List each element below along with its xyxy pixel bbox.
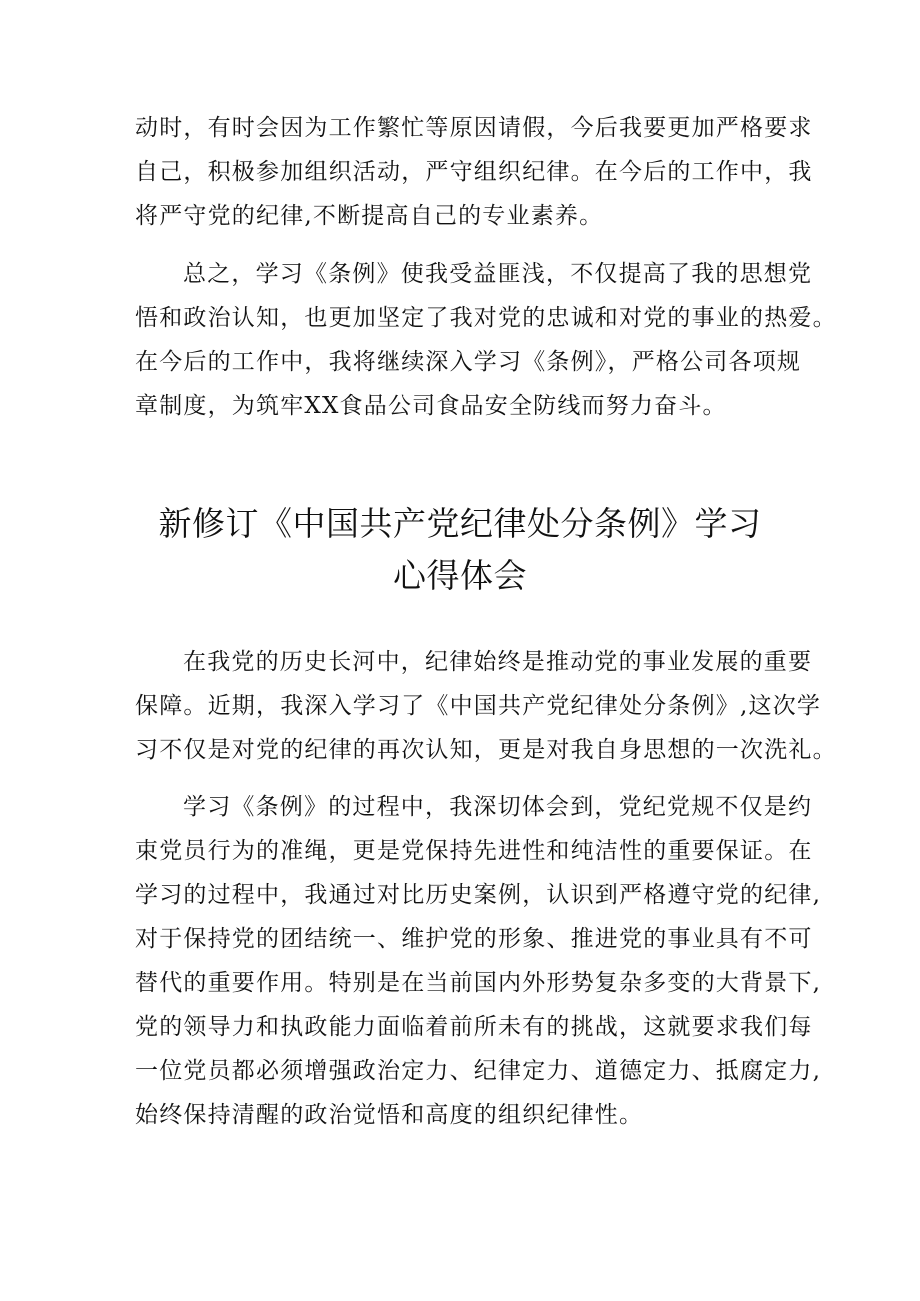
text-line: 悟和政治认知，也更加坚定了我对党的忠诚和对党的事业的热爱。 <box>135 305 837 331</box>
article-paragraph-1 <box>135 640 837 772</box>
text-line: 学习《条例》的过程中，我深切体会到，党纪党规不仅是约 <box>183 794 813 820</box>
text-line: 自己，积极参加组织活动，严守组织纪律。在今后的工作中，我 <box>135 159 813 185</box>
text-line: 学习的过程中，我通过对比历史案例，认识到严格遵守党的纪律, <box>135 882 822 908</box>
text-line: 始终保持清醒的政治觉悟和高度的组织纪律性。 <box>135 1102 644 1128</box>
text-line: 习不仅是对党的纪律的再次认知，更是对我自身思想的一次洗礼。 <box>135 737 837 763</box>
continuation-paragraph <box>135 106 813 238</box>
text-line: 党的领导力和执政能力面临着前所未有的挑战，这就要求我们每 <box>135 1014 813 1040</box>
title-line-2: 心得体会 <box>393 556 527 595</box>
text-line: 一位党员都必须增强政治定力、纪律定力、道德定力、抵腐定力, <box>135 1058 822 1084</box>
text-line: 束党员行为的准绳，更是党保持先进性和纯洁性的重要保证。在 <box>135 838 813 864</box>
text-line: 保障。近期，我深入学习了《中国共产党纪律处分条例》,这次学 <box>135 693 822 719</box>
text-line: 在今后的工作中，我将继续深入学习《条例》，严格公司各项规 <box>135 349 802 375</box>
article-paragraph-2 <box>135 785 822 1137</box>
text-line: 动时，有时会因为工作繁忙等原因请假，今后我要更加严格要求 <box>135 115 813 141</box>
conclusion-paragraph <box>135 252 837 428</box>
article-title <box>0 498 920 602</box>
text-line: 对于保持党的团结统一、维护党的形象、推进党的事业具有不可 <box>135 926 813 952</box>
text-line: 替代的重要作用。特别是在当前国内外形势复杂多变的大背景下, <box>135 970 822 996</box>
text-line: 将严守党的纪律,不断提高自己的专业素养。 <box>135 203 604 229</box>
title-line-1: 新修订《中国共产党纪律处分条例》学习 <box>158 504 762 543</box>
text-line: 总之，学习《条例》使我受益匪浅，不仅提高了我的思想党 <box>183 261 813 287</box>
text-line: 章制度，为筑牢XX食品公司食品安全防线而努力奋斗。 <box>135 393 727 419</box>
text-line: 在我党的历史长河中，纪律始终是推动党的事业发展的重要 <box>183 649 813 675</box>
